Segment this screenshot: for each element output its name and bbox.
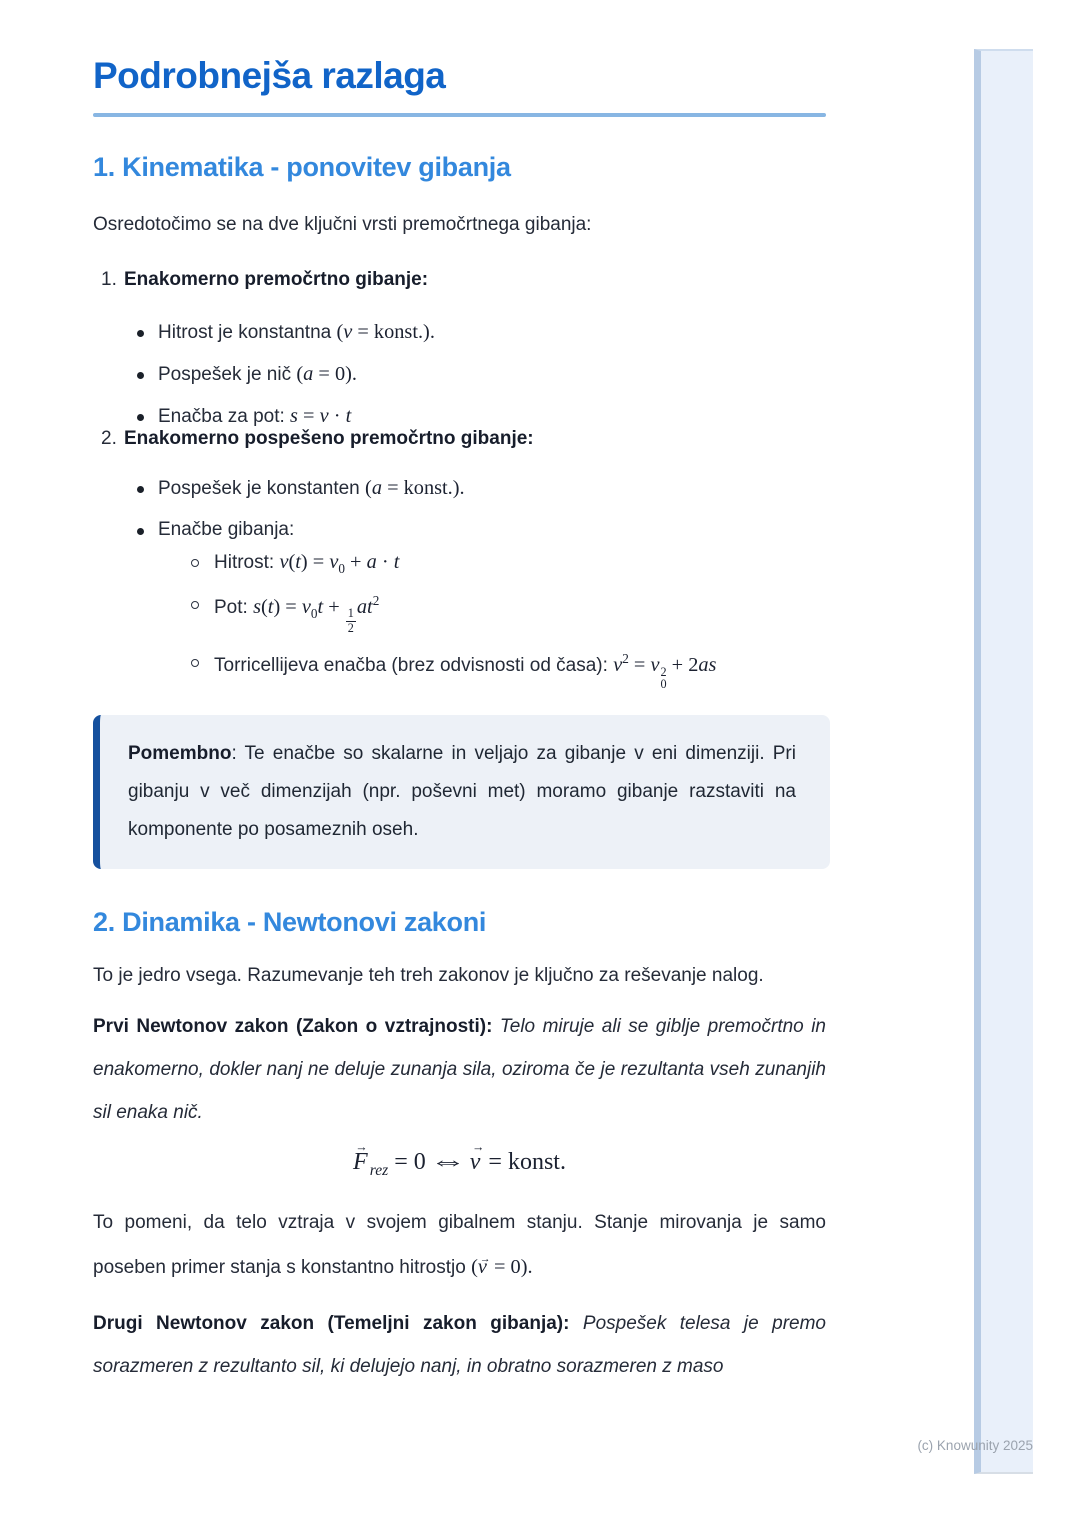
law-text: Pospešek telesa je premo sorazmeren z rezultanto sil, ki delujejo nanj, in obratno sorazmeren z maso bbox=[93, 1312, 827, 1377]
bullet-text: Enačba za pot: s = v · t bbox=[158, 404, 352, 427]
bullet-text: Pospešek je nič (a = 0). bbox=[158, 362, 357, 385]
list-number: 1. bbox=[101, 268, 117, 290]
callout-text: Pomembno: Te enačbe so skalarne in veljajo za gibanje v eni dimenziji. Pri gibanju v več dimenzijah (npr. poševni met) moramo gibanje razstaviti na komponente po posameznih oseh. bbox=[128, 743, 796, 841]
bullet-text: Torricellijeva enačba (brez odvisnosti od časa): $v^2 = v$ 2 0 + 2as bbox=[214, 650, 717, 692]
list-item-uniform-motion bbox=[93, 269, 826, 291]
equations-sublist bbox=[158, 551, 716, 692]
inline-math: (a = konst.). bbox=[365, 476, 465, 499]
list-item bbox=[137, 477, 826, 500]
bullet-text: Enačbe gibanja: Hitrost: $v(t) = v_0 + a \cdot t$ Pot: $s(t) = v_0t$ + $\frac{1}{2}$ $at^2$ Torricellijeva enačba (brez odvisnosti od časa): $v^2 = v$ 2 0 + 2as bbox=[158, 518, 717, 692]
inertia-explanation: To pomeni, da telo vztraja v svojem gibalnem stanju. Stanje mirovanja je samo poseben primer stanja s konstantno hitrostjo (v → = 0). bbox=[93, 1202, 826, 1291]
newton-first-law-formula: F → $_{rez}$ = 0 ⇔ v → = konst. bbox=[93, 1149, 826, 1180]
inline-math: (a = 0). bbox=[296, 362, 357, 385]
list-number: 2. bbox=[101, 427, 117, 449]
bullet-text: Pospešek je konstanten (a = konst.). bbox=[158, 476, 465, 499]
section-1-heading: 1. Kinematika - ponovitev gibanja bbox=[93, 151, 511, 182]
list-item bbox=[137, 321, 826, 344]
law-label: Prvi Newtonov zakon (Zakon o vztrajnosti): bbox=[93, 1016, 500, 1038]
section-2-heading: 2. Dinamika - Newtonovi zakoni bbox=[93, 907, 487, 938]
list-item-label: Enakomerno premočrtno gibanje: bbox=[124, 268, 429, 290]
title-divider bbox=[93, 113, 826, 117]
next-page-edge bbox=[974, 49, 1033, 1474]
bullet-icon bbox=[137, 528, 144, 535]
section-1-intro: Osredotočimo se na dve ključni vrsti premočrtnega gibanja: bbox=[93, 214, 592, 236]
list-item bbox=[191, 551, 716, 577]
document-content bbox=[93, 0, 826, 1388]
bullet-text: Hitrost: $v(t) = v_0 + a \cdot t$ bbox=[214, 550, 400, 576]
inline-math: $v(t) = v_0 + a \cdot t$ bbox=[279, 550, 400, 576]
inline-math: (v = konst.). bbox=[336, 320, 435, 343]
bullet-text: Pot: $s(t) = v_0t$ + $\frac{1}{2}$ $at^2$ bbox=[214, 592, 380, 635]
inline-math: (v → = 0). bbox=[471, 1256, 532, 1278]
list-item bbox=[137, 405, 826, 428]
bullet-icon bbox=[137, 486, 144, 493]
bullet-text: Hitrost je konstantna (v = konst.). bbox=[158, 320, 435, 343]
accelerated-motion-bullets bbox=[93, 477, 826, 692]
list-item bbox=[137, 363, 826, 386]
inline-math: $s(t) = v_0t$ + $\frac{1}{2}$ $at^2$ bbox=[253, 592, 380, 635]
law-text: Telo miruje ali se giblje premočrtno in enakomerno, dokler nanj ne deluje zunanja sila, oziroma če je rezultanta vseh zunanjih sil enaka nič. bbox=[93, 1016, 826, 1123]
bullet-icon bbox=[137, 330, 144, 337]
circle-bullet-icon bbox=[191, 601, 199, 609]
uniform-motion-bullets bbox=[93, 321, 826, 428]
list-item bbox=[191, 593, 716, 635]
callout-label: Pomembno bbox=[128, 743, 232, 765]
copyright-note: (c) Knowunity 2025 bbox=[917, 1438, 1033, 1453]
law-label: Drugi Newtonov zakon (Temeljni zakon gibanja): bbox=[93, 1312, 583, 1334]
page-title: Podrobnejša razlaga bbox=[93, 55, 446, 96]
list-item bbox=[137, 519, 826, 692]
first-newton-law bbox=[93, 1006, 826, 1135]
inline-math: s = v · t bbox=[290, 404, 352, 427]
list-item-accelerated-motion bbox=[93, 428, 826, 450]
list-item bbox=[191, 651, 716, 691]
circle-bullet-icon bbox=[191, 559, 199, 567]
motion-types-list bbox=[93, 269, 826, 692]
circle-bullet-icon bbox=[191, 659, 199, 667]
section-2-intro: To je jedro vsega. Razumevanje teh treh zakonov je ključno za reševanje nalog. bbox=[93, 965, 764, 987]
bullet-icon bbox=[137, 372, 144, 379]
important-callout bbox=[93, 715, 830, 869]
second-newton-law bbox=[93, 1303, 826, 1389]
bullet-icon bbox=[137, 414, 144, 421]
list-item-label: Enakomerno pospešeno premočrtno gibanje: bbox=[124, 427, 534, 449]
inline-math: $v^2 = v$ 2 0 + 2as bbox=[613, 650, 717, 692]
